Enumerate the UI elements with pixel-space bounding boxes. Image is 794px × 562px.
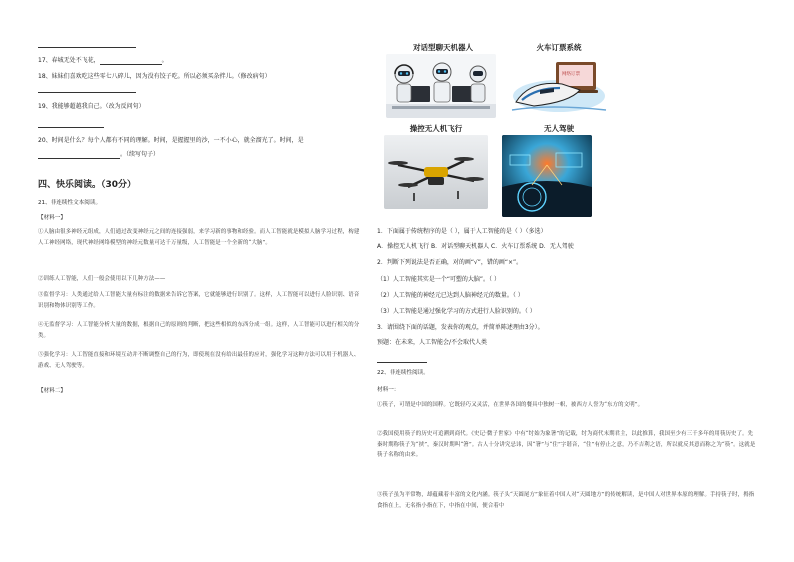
chopsticks-paragraph-1: ①筷子，可谓是中国的国粹。它既轻巧又灵活，在世界各国的餐具中独树一帜，被西方人誉为“东方的文明”。 <box>377 402 644 408</box>
question-17 <box>38 57 168 65</box>
train-illustration <box>510 54 608 118</box>
screen-text: 网络订票 <box>562 72 580 77</box>
answer-line <box>38 47 136 48</box>
right-question-2-3: （3）人工智能是通过强化学习的方式进行人脸识别的。（ ） <box>377 308 536 315</box>
right-question-2-2: （2）人工智能的神经元已达到人脑神经元的数量。（ ） <box>377 292 524 299</box>
answer-line <box>38 92 136 93</box>
self-driving-image <box>502 135 592 217</box>
right-question-3-topic: 预题：在未来，人工智能会/不会取代人类 <box>377 339 488 346</box>
train-ticket-image <box>510 54 608 118</box>
question-21: 21、非连续性文本阅读。 <box>38 200 102 206</box>
answer-line <box>377 362 427 363</box>
right-question-3: 3．请围绕下面的话题，发表你的观点，并简单陈述理由3分）。 <box>377 324 544 331</box>
answer-line <box>38 127 104 128</box>
material-1-paragraph-1: ①人脑由很多神经元组成，人们通过改变神经元之间的连接强弱，来学习新的事物和经验。而人工智能就是模拟人脑学习过程，构建人工神经网络，现代神经网络模型的神经元数量可达千万量级，人工智能是一个全新的“大脑”。 <box>38 229 360 246</box>
question-17-end: 。 <box>161 57 168 64</box>
right-question-1-options: A．操控无人机飞行 B．对话型聊天机器人 C．火车订票系统 D．无人驾驶 <box>377 243 574 250</box>
train-ticket-label: 火车订票系统 <box>536 43 582 52</box>
right-question-2-1: （1）人工智能其实是一个“可塑的大脑”。（ ） <box>377 276 500 283</box>
material-1-paragraph-2: ②训练人工智能，人们一般会使用以下几种方法—— <box>38 276 166 282</box>
chatbot-image <box>386 54 496 118</box>
right-question-1: 1．下面属于传统程序的是（ ），属于人工智能的是（ ）（多选） <box>377 228 547 235</box>
chopsticks-paragraph-2: ②我国使用筷子的历史可追溯到商代。《史记·微子世家》中有“纣始为象箸”的记载，纣为商代末期君主，以此推算，我国至少有三千多年的用筷历史了。先秦时期称筷子为“挟”，秦汉时期叫“箸”。古人十分讲究忌讳，因“箸”与“住”字谐音，“住”有停止之意，乃不吉利之语，所以就反其意而称之为“筷”。这就是筷子名称的由来。 <box>377 431 756 458</box>
drone-label: 操控无人机飞行 <box>409 124 463 133</box>
question-22: 22、非连续性阅读。 <box>377 370 429 376</box>
section-4-title: 四、快乐阅读。（30分） <box>38 180 137 190</box>
dashboard-illustration <box>502 135 592 217</box>
chatbot-label: 对话型聊天机器人 <box>413 43 473 52</box>
robot-illustration <box>386 54 496 118</box>
answer-blank[interactable] <box>38 152 120 159</box>
material-2-title: 【材料二】 <box>38 388 66 394</box>
material-title: 材料一： <box>377 387 400 393</box>
question-17-text: 17、春城无处不飞花， <box>38 57 100 64</box>
question-20: 20、时间是什么？每个人都有不同的理解。时间，是握握里的沙，一不小心，就全溜光了。时间，是 <box>38 137 304 144</box>
question-20-cont <box>38 151 159 159</box>
question-19: 19、我能够超越我自己。（改为反问句） <box>38 103 145 110</box>
drone-image <box>384 135 488 209</box>
material-1-title: 【材料一】 <box>38 215 66 221</box>
question-18: 18、妹妹们喜欢吃这些零七八碎儿，因为没有饺子吃。所以必须买杂拌儿。（修改病句） <box>38 73 271 80</box>
material-1-paragraph-5: ⑤强化学习：人工智能直接和环境互动并不断调整自己的行为，即使现在没有给出最佳的应对，强化学习这种方法可以用于机器人、游戏、无人驾驶等。 <box>38 352 360 369</box>
chopsticks-paragraph-3: ③筷子虽为平常物，却蕴藏着丰富的文化内涵。筷子头“天圆尾方”象征着中国人对“天圆地方”的传统解读，是中国人对世界本原的理解。手持筷子时，拇指食指在上，无名指小指在下，中指在中间，便合着中 <box>377 492 755 509</box>
question-20-end: 。（续写句子） <box>120 151 160 158</box>
drone-illustration <box>384 135 488 209</box>
material-1-paragraph-4: ④无监督学习：人工智能分析大量的数据，根据自己的原则的判断，把这些相似的东西分成一组。这样，人工智能可以进行相关的分类。 <box>38 322 360 339</box>
material-1-paragraph-3: ③监督学习：人类通过给人工智能大量有标注的数据来告诉它答案，它就能够进行识别了。这样，人工智能可以进行人脸识别、语音识别和物体识别等工作。 <box>38 292 360 309</box>
answer-blank[interactable] <box>100 58 162 65</box>
self-driving-label: 无人驾驶 <box>544 124 574 133</box>
right-question-2: 2．判断下列说法是否正确，对的画“√”，错的画“×”。 <box>377 259 523 266</box>
